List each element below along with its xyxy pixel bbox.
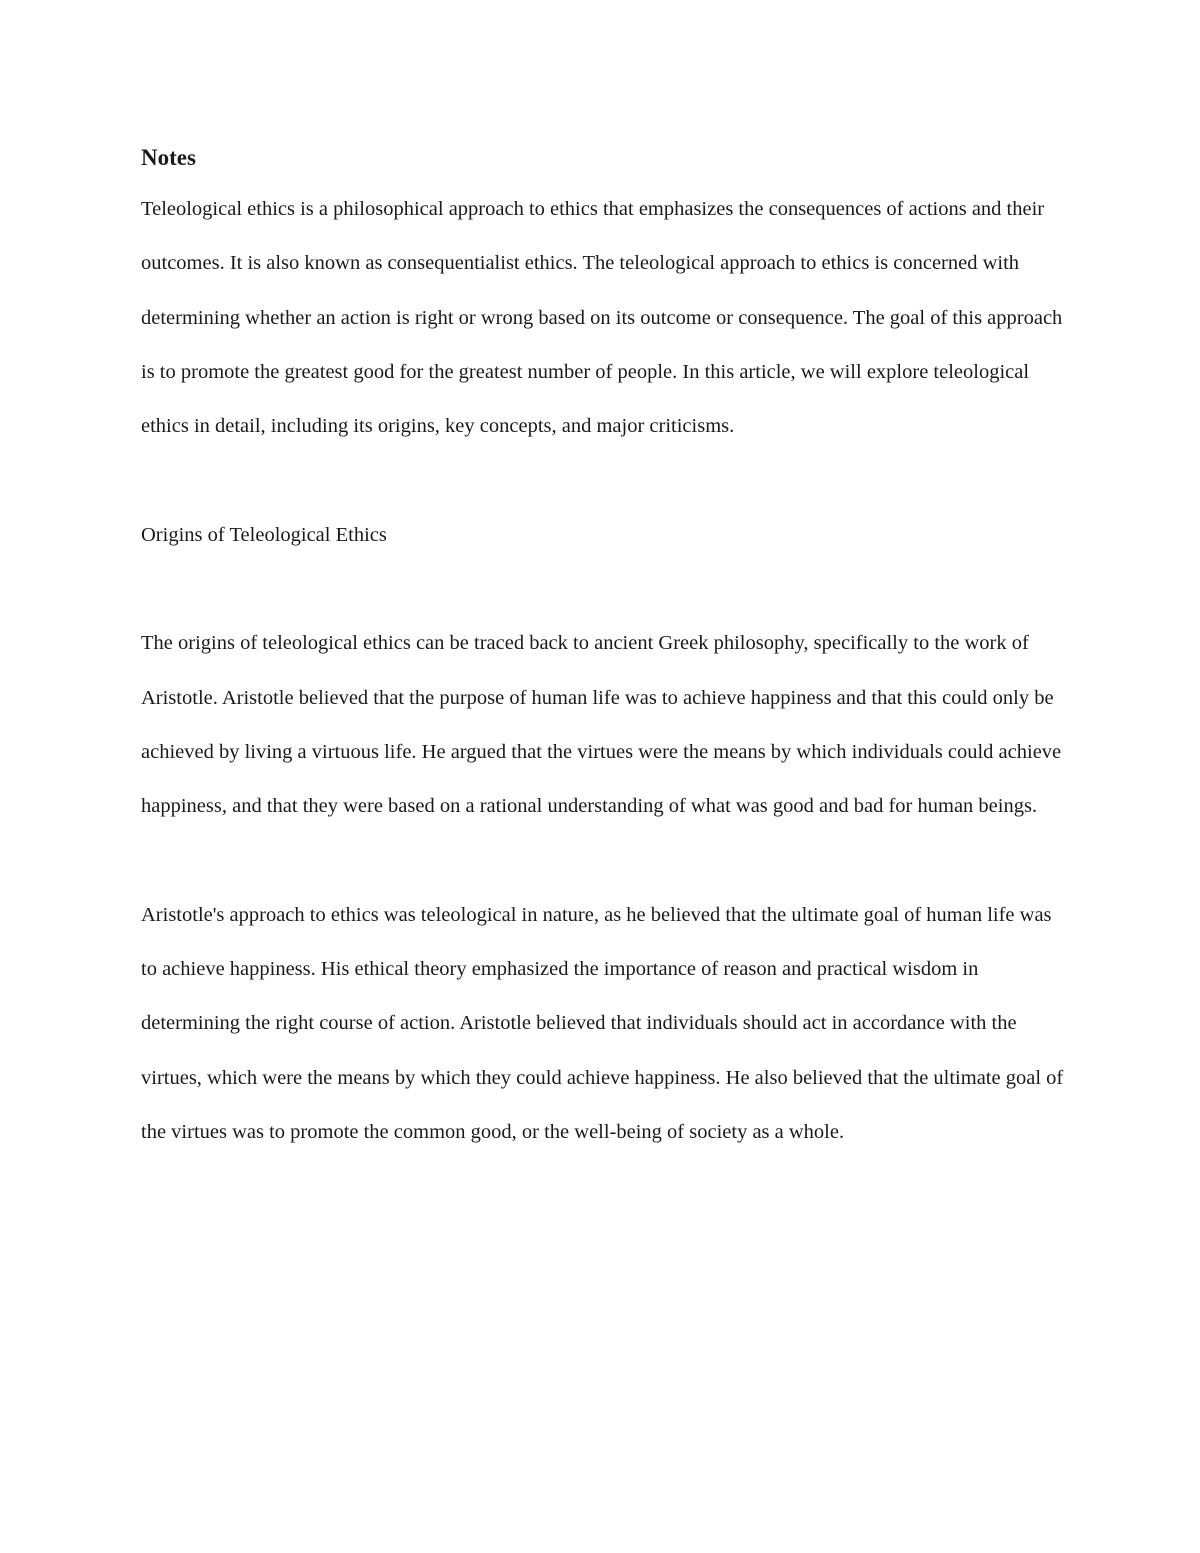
blank-line bbox=[141, 834, 1066, 888]
origins-paragraph-1: The origins of teleological ethics can be traced back to ancient Greek philosophy, specifically to the work of Aristotle. Aristotle believed that the purpose of human life was to achieve happiness and that this could only be achieved by living a virtuous life. He argued that the virtues were the means by which individuals could achieve happiness, and that they were based on a rational understanding of what was good and bad for human beings. bbox=[141, 632, 1062, 818]
blank-line bbox=[141, 562, 1066, 616]
blank-line bbox=[141, 453, 1066, 507]
section-heading: Origins of Teleological Ethics bbox=[141, 523, 387, 546]
origins-paragraph-2: Aristotle's approach to ethics was teleological in nature, as he believed that the ultimate goal of human life was to achieve happiness. His ethical theory emphasized the importance of reason and practical wisdom in determining the right course of action. Aristotle believed that individuals should act in accordance with the virtues, which were the means by which they could achieve happiness. He also believed that the ultimate goal of the virtues was to promote the common good, or the well-being of society as a whole. bbox=[141, 903, 1064, 1144]
intro-paragraph: Teleological ethics is a philosophical approach to ethics that emphasizes the consequences of actions and their outcomes. It is also known as consequentialist ethics. The teleological approach to ethics is concerned with determining whether an action is right or wrong based on its outcome or consequence. The goal of this approach is to promote the greatest good for the greatest number of people. In this article, we will explore teleological ethics in detail, including its origins, key concepts, and major criticisms. bbox=[141, 198, 1063, 438]
document-title: Notes bbox=[141, 145, 196, 170]
document-body bbox=[141, 140, 1066, 1159]
